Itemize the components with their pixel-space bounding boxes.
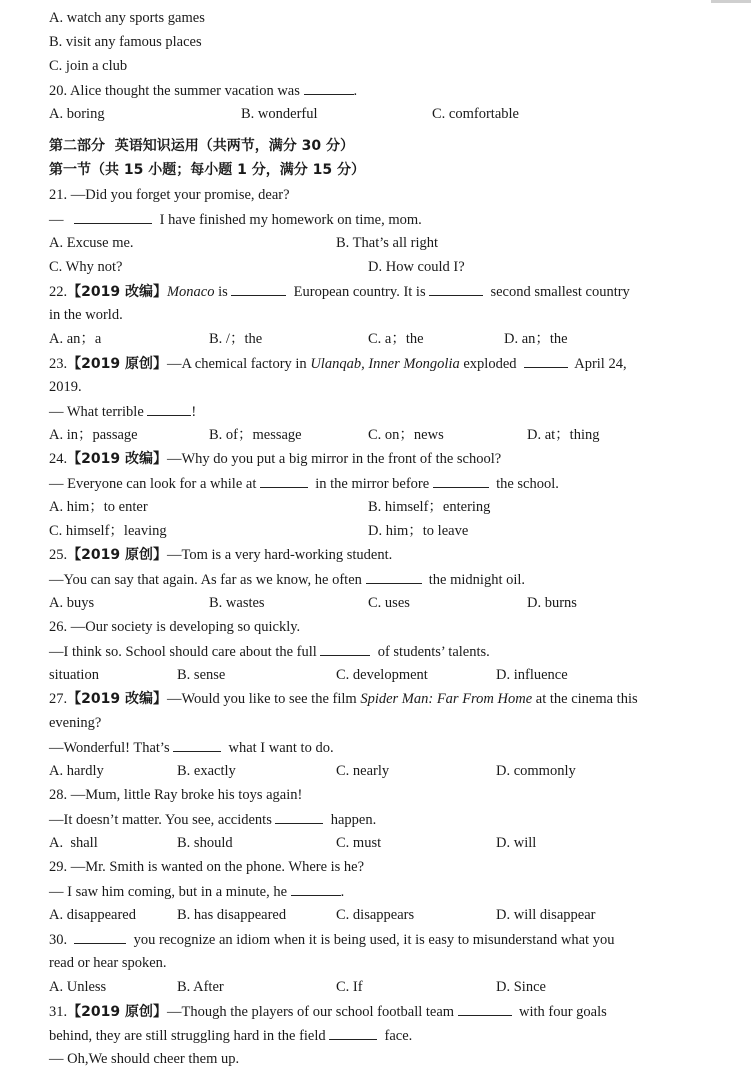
q26-line1: 26. —Our society is developing so quickly.: [49, 619, 301, 635]
q27-option-d: D. commonly: [496, 763, 576, 779]
q26-option-d: D. influence: [496, 667, 568, 683]
q23-line3: [49, 402, 196, 421]
q24-tag: 【2019 改编】: [67, 451, 167, 467]
answer-blank: [74, 210, 152, 224]
answer-blank: [458, 1002, 512, 1016]
q25-line2-end: the midnight oil.: [428, 572, 526, 588]
q26-line2-end: of students’ talents.: [377, 644, 490, 660]
q24-num: 24.: [49, 451, 68, 467]
q26-option-a: situation: [49, 667, 99, 683]
q28-option-a: A. shall: [49, 835, 98, 851]
q23-line3-text: — What terrible: [49, 404, 144, 420]
q28-line2: [49, 810, 376, 829]
q27-line3: [49, 738, 334, 757]
q23-option-b: B. of；message: [209, 427, 302, 443]
q20-option-a: A. boring: [49, 106, 105, 122]
q27-option-b: B. exactly: [177, 763, 236, 779]
answer-blank: [320, 642, 370, 656]
q23-line3-end: !: [191, 404, 197, 420]
q24-option-d: D. him；to leave: [368, 523, 469, 539]
answer-blank: [173, 738, 221, 752]
q21-option-d: D. How could I?: [368, 259, 465, 275]
q25-line1: [49, 546, 392, 564]
q22-num: 22.: [49, 284, 68, 300]
q23-num: 23.: [49, 356, 68, 372]
q21-option-b: B. That’s all right: [336, 235, 439, 251]
q22-p3: second smallest country: [490, 284, 630, 300]
q22-option-b: B. /；the: [209, 331, 263, 347]
q30-line2: read or hear spoken.: [49, 955, 167, 971]
q23-p1: —A chemical factory in: [166, 356, 311, 372]
q21-line1: 21. —Did you forget your promise, dear?: [49, 187, 290, 203]
answer-blank: [366, 570, 422, 584]
q31-line2: [49, 1026, 412, 1045]
q23-p3: April 24,: [574, 356, 627, 372]
q29-line2: [49, 882, 344, 901]
q29-option-c: C. disappears: [336, 907, 415, 923]
q24-line2-text: — Everyone can look for a while at: [49, 476, 257, 492]
q31-tag: 【2019 原创】: [67, 1004, 167, 1020]
q29-line2-end: .: [340, 884, 345, 900]
q21-line2: [49, 210, 422, 229]
q25-p1: —Tom is a very hard-working student.: [166, 547, 393, 563]
q30-option-b: B. After: [177, 979, 224, 995]
q31-line1: [49, 1002, 607, 1021]
q20-option-c: C. comfortable: [432, 106, 519, 122]
q25-num: 25.: [49, 547, 68, 563]
q23-option-a: A. in；passage: [49, 427, 138, 443]
q19-option-c: C. join a club: [49, 58, 128, 74]
q25-tag: 【2019 原创】: [67, 547, 167, 563]
q24-option-a: A. him；to enter: [49, 499, 148, 515]
q25-line2: [49, 570, 525, 589]
q25-option-a: A. buys: [49, 595, 95, 611]
q27-italic: Spider Man: Far From Home: [360, 691, 533, 707]
q25-option-c: C. uses: [368, 595, 410, 611]
q23-option-d: D. at；thing: [527, 427, 600, 443]
q27-option-c: C. nearly: [336, 763, 390, 779]
q23-tag: 【2019 原创】: [67, 356, 167, 372]
q27-tag: 【2019 改编】: [67, 691, 167, 707]
q22-option-a: A. an；a: [49, 331, 102, 347]
q24-line1: [49, 450, 501, 468]
q29-line1: 29. —Mr. Smith is wanted on the phone. Where is he?: [49, 859, 365, 875]
q26-option-b: B. sense: [177, 667, 226, 683]
q27-line2: evening?: [49, 715, 102, 731]
q31-p1: —Though the players of our school football team: [166, 1004, 455, 1020]
page-edge-mark: [711, 0, 751, 3]
q21-option-a: A. Excuse me.: [49, 235, 134, 251]
q31-line2-end: face.: [384, 1028, 413, 1044]
q28-option-d: D. will: [496, 835, 537, 851]
q22-option-d: D. an；the: [504, 331, 568, 347]
q27-p1: —Would you like to see the film: [166, 691, 361, 707]
q29-line2-text: — I saw him coming, but in a minute, he: [49, 884, 288, 900]
q24-line2: [49, 474, 559, 493]
q30-p1: you recognize an idiom when it is being used, it is easy to misunderstand what you: [133, 932, 615, 948]
q26-option-c: C. development: [336, 667, 428, 683]
q23-p2: exploded: [459, 356, 517, 372]
q23-italic: Ulanqab, Inner Mongolia: [310, 356, 460, 372]
q22-p2: European country. It is: [293, 284, 426, 300]
q20-stem: [49, 81, 357, 100]
q20-stem-end: .: [353, 83, 358, 99]
q20-stem-text: 20. Alice thought the summer vacation was: [49, 83, 300, 99]
q28-option-b: B. should: [177, 835, 233, 851]
q31-p2: with four goals: [518, 1004, 607, 1020]
q24-p1: —Why do you put a big mirror in the front of the school?: [166, 451, 502, 467]
answer-blank: [429, 282, 483, 296]
answer-blank: [231, 282, 286, 296]
q24-option-c: C. himself；leaving: [49, 523, 167, 539]
q30-line1: [49, 930, 614, 949]
q27-num: 27.: [49, 691, 68, 707]
answer-blank: [291, 882, 341, 896]
q25-option-d: D. burns: [527, 595, 577, 611]
answer-blank: [329, 1026, 377, 1040]
q28-option-c: C. must: [336, 835, 382, 851]
q22-option-c: C. a；the: [368, 331, 424, 347]
q21-dash: —: [49, 212, 64, 228]
q27-line3-end: what I want to do.: [228, 740, 334, 756]
q28-line2-text: —It doesn’t matter. You see, accidents: [49, 812, 272, 828]
q23-line1: [49, 354, 627, 373]
q27-line3-text: —Wonderful! That’s: [49, 740, 170, 756]
q23-line2: 2019.: [49, 379, 82, 395]
q30-option-d: D. Since: [496, 979, 546, 995]
q29-option-a: A. disappeared: [49, 907, 136, 923]
q29-option-d: D. will disappear: [496, 907, 596, 923]
q24-line2-end: the school.: [496, 476, 559, 492]
q30-num: 30.: [49, 932, 68, 948]
q19-option-b: B. visit any famous places: [49, 34, 202, 50]
q22-italic: Monaco: [166, 284, 215, 300]
q30-option-c: C. If: [336, 979, 363, 995]
q27-p2: at the cinema this: [532, 691, 638, 707]
answer-blank: [433, 474, 489, 488]
q31-line2-text: behind, they are still struggling hard in the field: [49, 1028, 326, 1044]
q31-line3: — Oh,We should cheer them up.: [49, 1051, 240, 1067]
q27-option-a: A. hardly: [49, 763, 104, 779]
q22-p1: is: [214, 284, 228, 300]
q26-line2-text: —I think so. School should care about the full: [49, 644, 317, 660]
q27-line1: [49, 690, 638, 708]
q30-option-a: A. Unless: [49, 979, 107, 995]
q26-line2: [49, 642, 490, 661]
q21-option-c: C. Why not?: [49, 259, 123, 275]
answer-blank: [275, 810, 323, 824]
q21-line2-text: I have finished my homework on time, mom.: [159, 212, 422, 228]
answer-blank: [260, 474, 308, 488]
q24-line2-mid: in the mirror before: [315, 476, 430, 492]
part2-header: 第二部分 英语知识运用（共两节，满分 30 分）: [49, 138, 354, 154]
q25-line2-text: —You can say that again. As far as we know, he often: [49, 572, 362, 588]
q25-option-b: B. wastes: [209, 595, 265, 611]
answer-blank: [147, 402, 191, 416]
section1-header: 第一节（共 15 小题；每小题 1 分，满分 15 分）: [49, 162, 365, 178]
q23-option-c: C. on；news: [368, 427, 444, 443]
q28-line1: 28. —Mum, little Ray broke his toys again!: [49, 787, 303, 803]
q19-option-a: A. watch any sports games: [49, 10, 205, 26]
q22-line2: in the world.: [49, 307, 123, 323]
q22-tag: 【2019 改编】: [67, 284, 167, 300]
q28-line2-end: happen.: [330, 812, 377, 828]
answer-blank: [304, 81, 354, 95]
q20-option-b: B. wonderful: [241, 106, 318, 122]
answer-blank: [74, 930, 126, 944]
q22-line1: [49, 282, 630, 301]
answer-blank: [524, 354, 568, 368]
q31-num: 31.: [49, 1004, 68, 1020]
q29-option-b: B. has disappeared: [177, 907, 287, 923]
q24-option-b: B. himself；entering: [368, 499, 491, 515]
